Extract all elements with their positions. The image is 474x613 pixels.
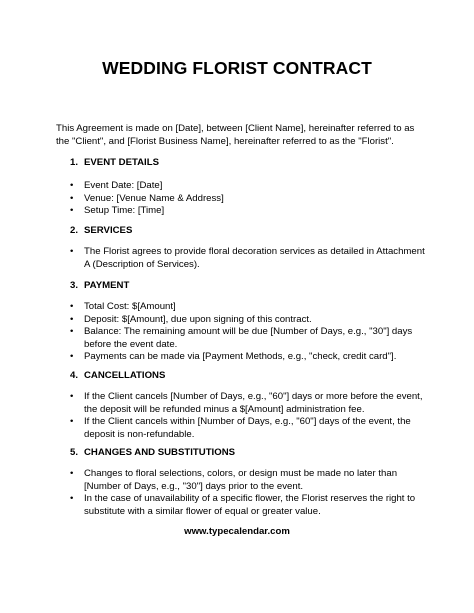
section-heading-cancellations <box>70 370 165 381</box>
section-title: EVENT DETAILS <box>84 157 159 168</box>
section-title: PAYMENT <box>84 280 130 291</box>
bullet-icon: • <box>70 313 74 325</box>
bullet-icon: • <box>70 180 74 191</box>
event-details-list <box>70 180 425 218</box>
section-number: 4. <box>70 370 79 381</box>
list-item: • Total Cost: $[Amount] <box>70 301 176 312</box>
list-item: • Venue: [Venue Name & Address] <box>70 192 224 204</box>
services-list <box>70 246 425 271</box>
bullet-icon: • <box>70 192 74 204</box>
section-title: CHANGES AND SUBSTITUTIONS <box>84 447 236 458</box>
bullet-icon: • <box>70 391 74 402</box>
payment-list <box>70 301 425 364</box>
list-item: • If the Client cancels [Number of Days, e.g., "60"] days or more before the event, the deposit will be refunded minus a $[Amount] administration fee. <box>70 391 423 415</box>
document-title: WEDDING FLORIST CONTRACT <box>102 58 372 78</box>
section-number: 1. <box>70 157 79 168</box>
bullet-icon: • <box>70 351 74 362</box>
list-item: • If the Client cancels within [Number of Days, e.g., "60"] days of the event, the deposit is non-refundable. <box>70 416 411 440</box>
list-item: • Deposit: $[Amount], due upon signing of this contract. <box>70 313 312 325</box>
bullet-icon: • <box>70 416 74 427</box>
section-heading-payment <box>70 280 129 291</box>
bullet-icon: • <box>70 468 74 479</box>
footer-website: www.typecalendar.com <box>184 526 290 537</box>
section-number: 5. <box>70 447 79 458</box>
section-title: SERVICES <box>84 225 133 236</box>
changes-list <box>70 468 425 518</box>
list-item: • The Florist agrees to provide floral decoration services as detailed in Attachment A (Description of Services). <box>70 246 425 270</box>
list-item: • Payments can be made via [Payment Methods, e.g., "check, credit card"]. <box>70 351 397 362</box>
list-item: • In the case of unavailability of a specific flower, the Florist reserves the right to substitute with a similar flower of equal or greater value. <box>70 493 416 517</box>
cancellations-list <box>70 391 425 441</box>
section-heading-services <box>70 225 132 236</box>
section-heading-event-details <box>70 157 159 168</box>
list-item: • Event Date: [Date] <box>70 180 163 191</box>
list-item: • Setup Time: [Time] <box>70 205 165 216</box>
list-item: • Balance: The remaining amount will be due [Number of Days, e.g., "30"] days before the event date. <box>70 326 413 350</box>
bullet-icon: • <box>70 326 74 337</box>
intro-paragraph: This Agreement is made on [Date], between [Client Name], hereinafter referred to as the "Client", and [Florist Business Name], hereinafter referred to as the "Florist". <box>56 123 415 147</box>
section-title: CANCELLATIONS <box>84 370 166 381</box>
section-heading-changes-and-substitutions <box>70 447 235 458</box>
section-number: 2. <box>70 225 79 236</box>
bullet-icon: • <box>70 205 74 216</box>
list-item: • Changes to floral selections, colors, or design must be made no later than [Number of Days, e.g., "30"] days prior to the event. <box>70 468 398 492</box>
bullet-icon: • <box>70 493 74 504</box>
section-number: 3. <box>70 280 79 291</box>
bullet-icon: • <box>70 301 74 312</box>
bullet-icon: • <box>70 246 74 257</box>
